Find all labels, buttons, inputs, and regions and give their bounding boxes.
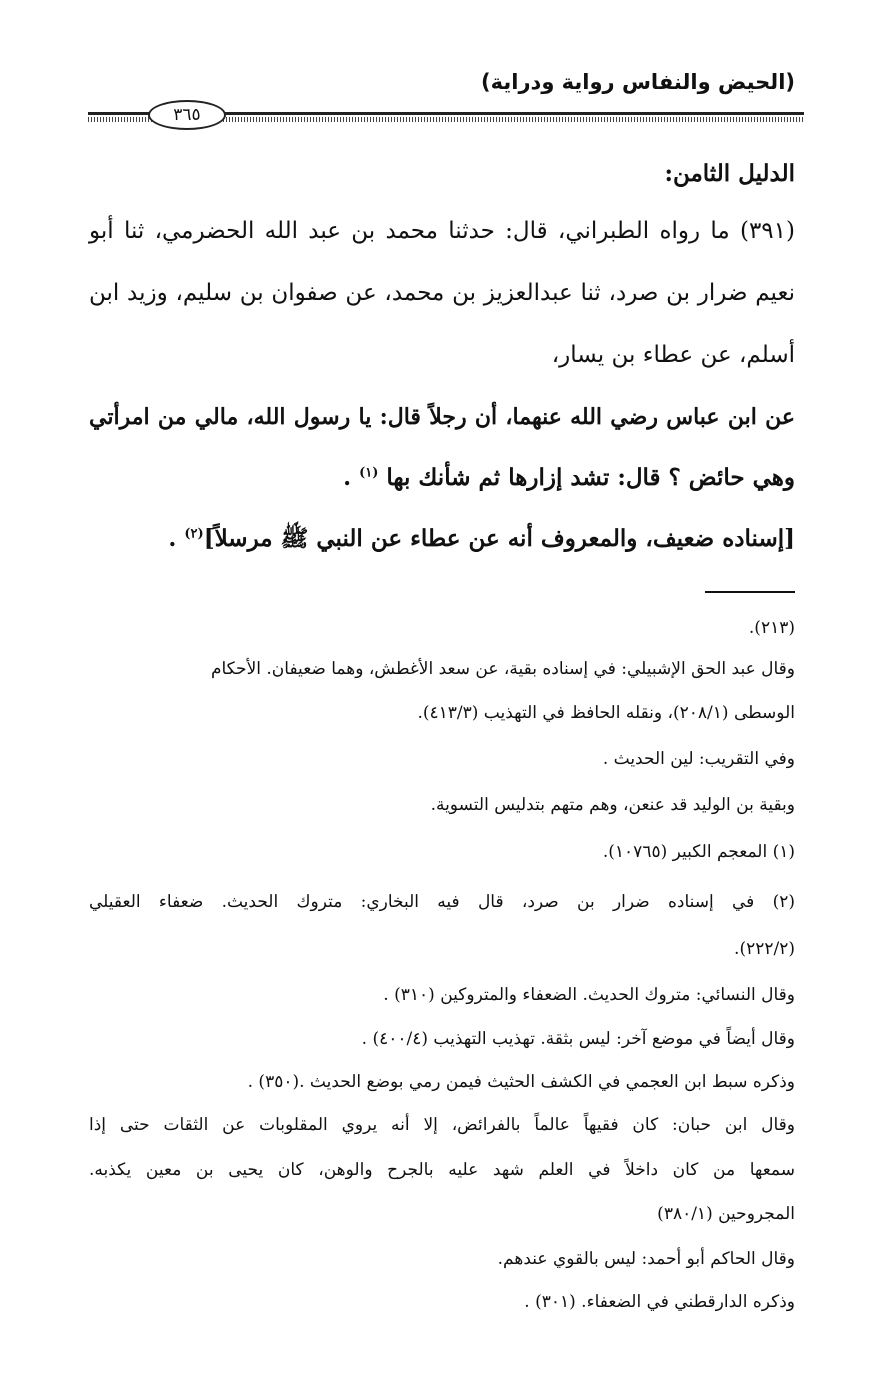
body-line: نعيم ضرار بن صرد، ثنا عبدالعزيز بن محمد، عن صفوان بن سليم، وزيد ابن bbox=[89, 280, 795, 306]
running-title: (الحيض والنفاس رواية ودراية) bbox=[481, 70, 795, 94]
end-dot: . bbox=[343, 464, 352, 491]
footnote-line: وقال أيضاً في موضع آخر: ليس بثقة. تهذيب التهذيب (٤٠٠/٤) . bbox=[361, 1029, 795, 1049]
end-dot: . bbox=[168, 525, 177, 552]
footnote-line: وذكره الدارقطني في الضعفاء. (٣٠١) . bbox=[524, 1292, 795, 1312]
footnote-line: وقال ابن حبان: كان فقيهاً عالماً بالفرائض، إلا أنه يروي المقلوبات عن الثقات حتى إذا bbox=[89, 1115, 795, 1135]
page-number bbox=[148, 100, 226, 130]
footnote-line: (٢) في إسناده ضرار بن صرد، قال فيه البخاري: متروك الحديث. ضعفاء العقيلي bbox=[89, 892, 795, 912]
body-line: أسلم، عن عطاء بن يسار، bbox=[551, 342, 795, 368]
footnote-line: المجروحين (٣٨٠/١) bbox=[657, 1204, 795, 1224]
footnote-line: سمعها من كان داخلاً في العلم شهد عليه بالجرح والوهن، كان يحيى بن معين يكذبه. bbox=[89, 1160, 795, 1180]
grading-line bbox=[168, 524, 795, 558]
footnote-line: (١) المعجم الكبير (١٠٧٦٥). bbox=[602, 842, 795, 862]
hadith-text: وهي حائض ؟ قال: تشد إزارها ثم شأنك بها bbox=[386, 464, 795, 491]
footnote-line: وفي التقريب: لين الحديث . bbox=[602, 749, 795, 769]
footnote-line: وقال النسائي: متروك الحديث. الضعفاء والمتروكين (٣١٠) . bbox=[383, 985, 795, 1005]
page-number-text: ٣٦٥ bbox=[173, 105, 201, 125]
footnote-marker: (١) bbox=[359, 465, 379, 481]
body-line: (٣٩١) ما رواه الطبراني، قال: حدثنا محمد بن عبد الله الحضرمي، ثنا أبو bbox=[89, 218, 795, 244]
footnote-line: الوسطى (٢٠٨/١)، ونقله الحافظ في التهذيب (٤١٣/٣). bbox=[417, 703, 795, 723]
section-title: الدليل الثامن: bbox=[664, 160, 795, 187]
hadith-line bbox=[343, 464, 795, 491]
hadith-line: عن ابن عباس رضي الله عنهما، أن رجلاً قال: يا رسول الله، مالي من امرأتي bbox=[89, 404, 795, 430]
footnote-marker: (٢) bbox=[184, 526, 204, 542]
footnote-divider bbox=[705, 591, 795, 593]
footnote-line: وذكره سبط ابن العجمي في الكشف الحثيث فيمن رمي بوضع الحديث .(٣٥٠) . bbox=[247, 1072, 795, 1092]
footnote-line: وقال الحاكم أبو أحمد: ليس بالقوي عندهم. bbox=[497, 1249, 795, 1269]
footnote-line: (٢١٣). bbox=[748, 618, 795, 638]
footnote-line: (٢٢٢/٢). bbox=[734, 939, 795, 959]
footnote-line: وقال عبد الحق الإشبيلي: في إسناده بقية، عن سعد الأغطش، وهما ضعيفان. الأحكام bbox=[210, 659, 795, 679]
footnote-line: وبقية بن الوليد قد عنعن، وهم متهم بتدليس التسوية. bbox=[430, 795, 795, 815]
grading-text: [إسناده ضعيف، والمعروف أنه عن عطاء عن النبي ﷺ مرسلاً] bbox=[203, 525, 795, 552]
